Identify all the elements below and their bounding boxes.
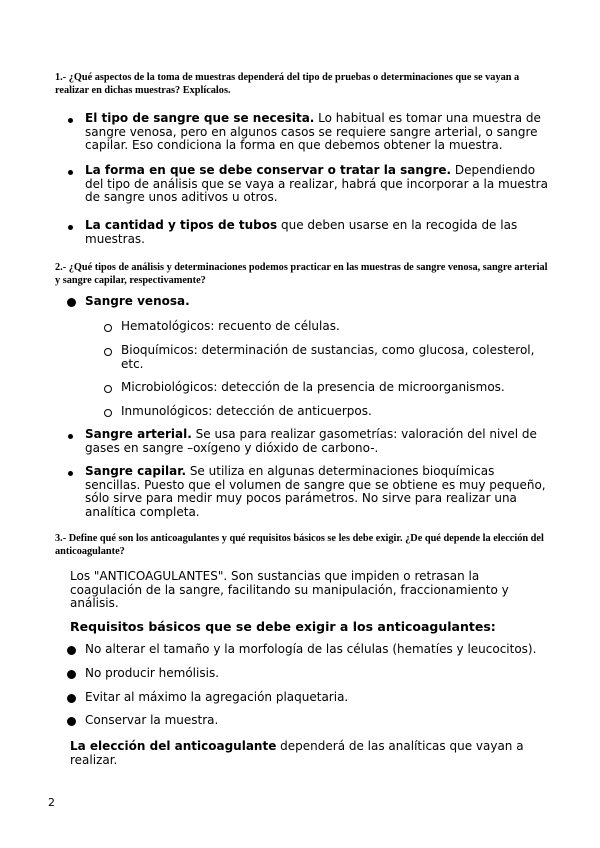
bullet-dot (68, 118, 73, 123)
venosa-subitem-4: Inmunológicos: detección de anticuerpos. (121, 404, 372, 418)
question-2-title: 2.- ¿Qué tipos de análisis y determinaciones podemos practicar en las muestras de sangre venosa, sangre arterial y sangre capilar, respectivamente? (55, 262, 548, 286)
anticoagulant-choice (70, 740, 540, 767)
bullet-dot (68, 225, 73, 230)
capilar-item (85, 465, 550, 519)
venosa-subitem-1: Hematológicos: recuento de células. (121, 319, 340, 333)
bullet-dot (67, 646, 76, 655)
q1-item-1 (85, 112, 550, 153)
q1-item-2 (85, 164, 550, 205)
circle-bullet (104, 385, 112, 393)
bullet-dot (67, 694, 76, 703)
page-number: 2 (48, 796, 55, 809)
circle-bullet (104, 348, 112, 356)
arterial-text: Se usa para realizar gasometrías: valoración del nivel de gases en sangre –oxígeno y dióxido de carbono-. (85, 427, 537, 455)
q1-item-1-bold: El tipo de sangre que se necesita. (85, 111, 315, 125)
bullet-dot (67, 717, 76, 726)
q1-item-3-bold: La cantidad y tipos de tubos (85, 218, 278, 232)
requirements-heading: Requisitos básicos que se debe exigir a los anticoagulantes: (70, 619, 496, 634)
requirement-4: Conservar la muestra. (85, 713, 219, 727)
venosa-label: Sangre venosa. (85, 294, 190, 308)
anticoagulant-definition: Los "ANTICOAGULANTES". Son sustancias que impiden o retrasan la coagulación de la sangre, facilitando su manipulación, fraccionamiento y análisis. (70, 569, 509, 611)
question-3-title: 3.- Define qué son los anticoagulantes y qué requisitos básicos se les debe exigir. ¿De qué depende la elección del anticoagulante? (55, 533, 544, 557)
bullet-dot (68, 170, 73, 175)
q1-item-3 (85, 219, 550, 246)
venosa-subitem-2: Bioquímicos: determinación de sustancias, como glucosa, colesterol, etc. (121, 343, 535, 371)
q1-item-1-text: Lo habitual es tomar una muestra de sangre venosa, pero en algunos casos se requiere sangre arterial, o sangre capilar. Eso condiciona la forma en que debemos obtener la muestra. (85, 111, 541, 153)
venosa-subitem-3: Microbiológicos: detección de la presencia de microorganismos. (121, 380, 505, 394)
arterial-bold: Sangre arterial. (85, 427, 192, 441)
bullet-dot (68, 471, 73, 476)
arterial-item (85, 428, 550, 455)
capilar-text: Se utiliza en algunas determinaciones bioquímicas sencillas. Puesto que el volumen de sangre que se obtiene es muy pequeño, sólo sirve para medir muy pocos parámetros. No sirve para realizar una analítica completa. (85, 464, 546, 519)
bullet-dot (67, 298, 76, 307)
requirement-2: No producir hemólisis. (85, 666, 220, 680)
question-1-title: 1.- ¿Qué aspectos de la toma de muestras dependerá del tipo de pruebas o determinaciones que se vayan a realizar en dichas muestras? Explícalos. (55, 72, 520, 96)
circle-bullet (104, 409, 112, 417)
q1-item-3-text: que deben usarse en la recogida de las muestras. (85, 218, 518, 246)
bullet-dot (67, 670, 76, 679)
q1-item-2-text: Dependiendo del tipo de análisis que se vaya a realizar, habrá que incorporar a la muestra de sangre unos aditivos u otros. (85, 163, 548, 205)
choice-text: dependerá de las analíticas que vayan a realizar. (70, 739, 524, 767)
capilar-bold: Sangre capilar. (85, 464, 186, 478)
requirement-3: Evitar al máximo la agregación plaquetaria. (85, 690, 349, 704)
circle-bullet (104, 324, 112, 332)
requirement-1: No alterar el tamaño y la morfología de las células (hematíes y leucocitos). (85, 642, 537, 656)
choice-bold: La elección del anticoagulante (70, 739, 277, 753)
q1-item-2-bold: La forma en que se debe conservar o tratar la sangre. (85, 163, 452, 177)
bullet-dot (68, 434, 73, 439)
